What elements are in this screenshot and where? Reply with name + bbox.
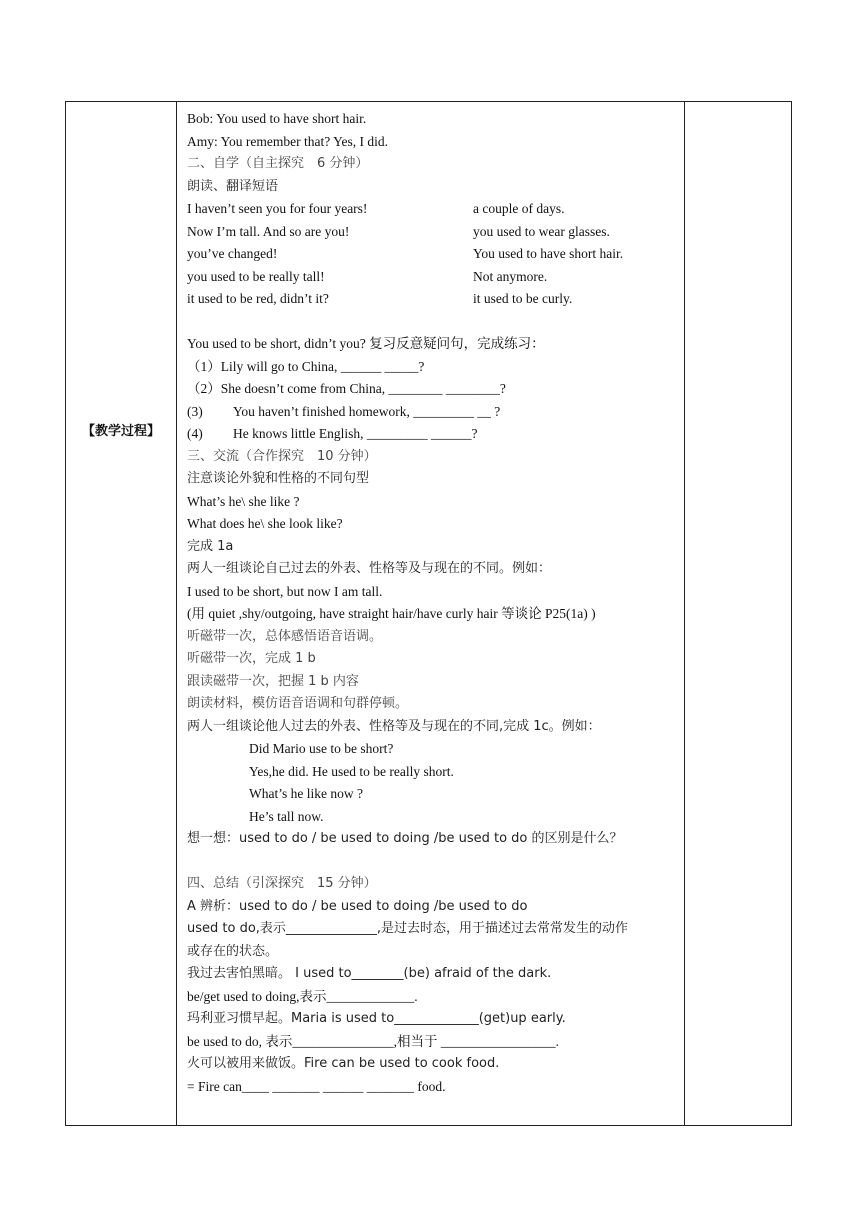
section-heading: 二、自学（自主探究 6 分钟） — [187, 156, 369, 171]
phrase-right: Not anymore. — [473, 268, 548, 284]
dialogue-line: Bob: You used to have short hair. — [187, 111, 367, 126]
grammar-line: 或存在的状态。 — [187, 943, 279, 959]
blank-line — [187, 851, 683, 874]
grammar-heading: A 辨析：used to do / be used to doing /be used to do — [187, 898, 528, 914]
phrase-left: you’ve changed! — [187, 246, 278, 261]
section-label: 【教学过程】 — [81, 424, 160, 439]
instruction-line: 听磁带一次，总体感悟语音语调。 — [187, 628, 383, 644]
exercise-item — [187, 401, 683, 424]
instruction-line: 朗读、翻译短语 — [187, 178, 279, 194]
grammar-example: 玛利亚习惯早起。Maria is used to_____________(get)up early. — [187, 1011, 566, 1026]
grammar-example: 火可以被用来做饭。Fire can be used to cook food. — [187, 1056, 500, 1071]
exercise-item: （2）She doesn’t come from China, ________ ________? — [187, 381, 506, 396]
lesson-table — [65, 101, 792, 1126]
phrase-left: I haven’t seen you for four years! — [187, 201, 368, 216]
grammar-line: used to do,表示______________,是过去时态，用于描述过去常常发生的动作 — [187, 921, 629, 936]
instruction-line: You used to be short, didn’t you? 复习反意疑问句，完成练习： — [187, 336, 545, 351]
phrase-row — [187, 288, 683, 311]
grammar-line: be used to do, 表示_______________,相当于 _________________. — [187, 1033, 559, 1049]
phrase-row — [187, 266, 683, 289]
phrase-right: You used to have short hair. — [473, 246, 624, 261]
teaching-process-content — [187, 108, 683, 1098]
instruction-line: 跟读磁带一次，把握 1 b 内容 — [187, 673, 359, 689]
instruction-line: 朗读材料，模仿语音语调和句群停顿。 — [187, 696, 409, 711]
sentence-pattern: What does he\ she look like? — [187, 516, 343, 531]
phrase-row — [187, 198, 683, 221]
section-heading: 三、交流（合作探究 10 分钟） — [187, 448, 377, 464]
instruction-line: 完成 1a — [187, 538, 234, 554]
phrase-right: it used to be curly. — [473, 291, 573, 306]
exercise-item: （1）Lily will go to China, ______ _____? — [187, 358, 425, 374]
phrase-left: you used to be really tall! — [187, 268, 325, 284]
dialogue-line: Amy: You remember that? Yes, I did. — [187, 133, 388, 149]
example-line: I used to be short, but now I am tall. — [187, 583, 383, 599]
instruction-line: 两人一组谈论自己过去的外表、性格等及与现在的不同。例如： — [187, 561, 552, 576]
phrase-row — [187, 221, 683, 244]
dialogue-example: Did Mario use to be short? — [249, 741, 394, 756]
exercise-number: (4) — [187, 426, 203, 441]
sentence-pattern: What’s he\ she like ? — [187, 493, 300, 509]
phrase-row — [187, 243, 683, 266]
instruction-line: 听磁带一次，完成 1 b — [187, 651, 316, 666]
exercise-number: (3) — [187, 403, 203, 419]
exercise-item — [187, 423, 683, 446]
dialogue-example: He’s tall now. — [249, 808, 324, 824]
phrase-left: Now I’m tall. And so are you! — [187, 223, 350, 239]
section-heading: 四、总结（引深探究 15 分钟） — [187, 876, 377, 891]
example-line: (用 quiet ,shy/outgoing, have straight hair/have curly hair 等谈论 P25(1a) ) — [187, 606, 596, 621]
exercise-text: He knows little English, _________ ______? — [233, 426, 478, 441]
dialogue-example: Yes,he did. He used to be really short. — [249, 763, 454, 779]
exercise-text: You haven’t finished homework, _________ __ ? — [233, 403, 501, 419]
phrase-left: it used to be red, didn’t it? — [187, 291, 329, 306]
instruction-line: 两人一组谈论他人过去的外表、性格等及与现在的不同,完成 1c。例如： — [187, 718, 601, 734]
question-line: 想一想：used to do / be used to doing /be used to do 的区别是什么？ — [187, 831, 623, 846]
grammar-example: 我过去害怕黑暗。 I used to________(be) afraid of the dark. — [187, 966, 552, 981]
column-divider-left — [176, 102, 177, 1125]
blank-line — [187, 311, 683, 334]
instruction-line: 注意谈论外貌和性格的不同句型 — [187, 471, 370, 486]
column-divider-right — [684, 102, 685, 1125]
grammar-line: be/get used to doing,表示_____________. — [187, 988, 418, 1004]
dialogue-example: What’s he like now ? — [249, 786, 363, 801]
grammar-example: = Fire can____ _______ ______ _______ food. — [187, 1078, 446, 1094]
phrase-right: you used to wear glasses. — [473, 223, 610, 239]
phrase-right: a couple of days. — [473, 201, 565, 216]
